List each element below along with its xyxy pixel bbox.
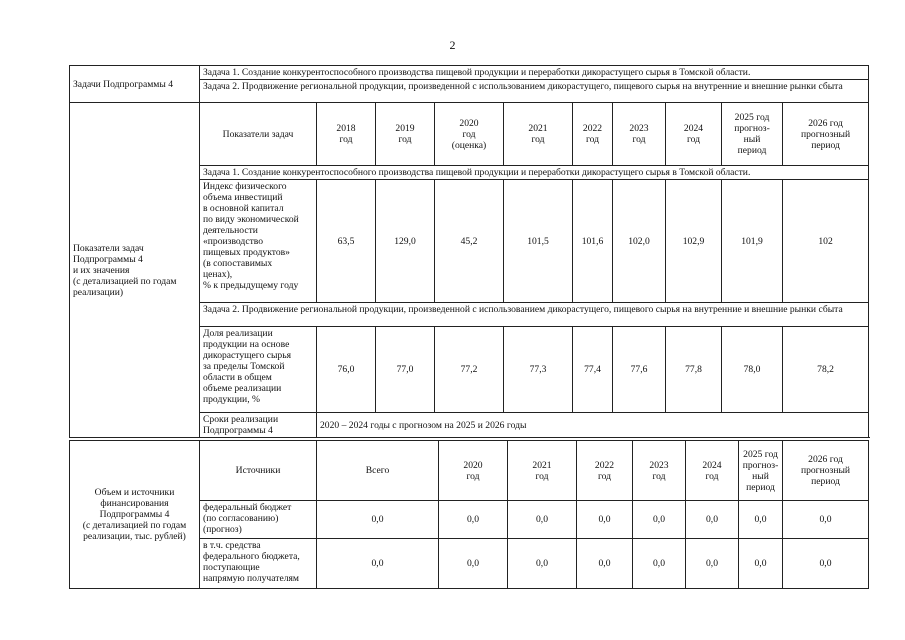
- indicators-header-2018: 2018 год: [317, 103, 376, 166]
- finance-row-federal-name: федеральный бюджет (по согласованию) (прогноз): [200, 501, 317, 539]
- finance-row-direct-value: 0,0: [577, 539, 633, 589]
- indicators-header-2023: 2023 год: [613, 103, 666, 166]
- finance-row-federal-value: 0,0: [317, 501, 439, 539]
- indicators-task-2: Задача 2. Продвижение региональной продукции, произведенной с использованием дикорастущего, пищевого сырья на внутренние и внешние рынки сбыта: [200, 303, 869, 327]
- finance-row-federal-value: 0,0: [686, 501, 739, 539]
- indicator-2-value: 77,8: [666, 327, 722, 413]
- indicator-2-value: 77,2: [435, 327, 504, 413]
- indicator-2-value: 78,0: [722, 327, 783, 413]
- finance-header-2026: 2026 год прогнозный период: [783, 441, 869, 501]
- finance-row-direct-value: 0,0: [633, 539, 686, 589]
- finance-row-federal-value: 0,0: [508, 501, 577, 539]
- indicators-header-name: Показатели задач: [200, 103, 317, 166]
- indicators-header-2019: 2019 год: [376, 103, 435, 166]
- finance-row-federal-value: 0,0: [439, 501, 508, 539]
- finance-row-direct-value: 0,0: [686, 539, 739, 589]
- finance-label: Объем и источники финансирования Подпрограммы 4 (с детализацией по годам реализации, тыс. рублей): [70, 441, 200, 589]
- finance-row-direct-value: 0,0: [317, 539, 439, 589]
- indicator-2-value: 78,2: [783, 327, 869, 413]
- indicator-1-value: 129,0: [376, 180, 435, 303]
- indicator-2-value: 77,0: [376, 327, 435, 413]
- finance-header-2023: 2023 год: [633, 441, 686, 501]
- passport-table: [69, 65, 869, 438]
- sroki-value: 2020 – 2024 годы с прогнозом на 2025 и 2026 годы: [317, 413, 869, 438]
- indicator-1-value: 102,0: [613, 180, 666, 303]
- finance-row-federal-value: 0,0: [633, 501, 686, 539]
- zadachi-task-2: Задача 2. Продвижение региональной продукции, произведенной с использованием дикорастущего, пищевого сырья на внутренние и внешние рынки сбыта: [200, 80, 869, 103]
- finance-header-2020: 2020 год: [439, 441, 508, 501]
- indicator-1-value: 102,9: [666, 180, 722, 303]
- finance-header-2025: 2025 год прогноз- ный период: [739, 441, 783, 501]
- indicators-header-2021: 2021 год: [504, 103, 573, 166]
- indicator-1-value: 102: [783, 180, 869, 303]
- finance-header-total: Всего: [317, 441, 439, 501]
- indicator-1-value: 101,6: [573, 180, 613, 303]
- indicators-header-2026: 2026 год прогнозный период: [783, 103, 869, 166]
- finance-row-federal-value: 0,0: [577, 501, 633, 539]
- finance-header-2024: 2024 год: [686, 441, 739, 501]
- finance-row-direct-value: 0,0: [508, 539, 577, 589]
- finance-header-source: Источники: [200, 441, 317, 501]
- finance-row-direct-value: 0,0: [783, 539, 869, 589]
- indicators-label: Показатели задач Подпрограммы 4 и их значения (с детализацией по годам реализации): [70, 103, 200, 438]
- finance-row-federal-value: 0,0: [783, 501, 869, 539]
- indicator-1-value: 101,5: [504, 180, 573, 303]
- indicator-2-value: 77,4: [573, 327, 613, 413]
- indicator-2-name: Доля реализации продукции на основе дикорастущего сырья за пределы Томской области в общем объеме реализации продукции, %: [200, 327, 317, 413]
- indicators-header-2024: 2024 год: [666, 103, 722, 166]
- zadachi-task-1: Задача 1. Создание конкурентоспособного производства пищевой продукции и переработки дикорастущего сырья в Томской области.: [200, 66, 869, 80]
- indicators-task-1: Задача 1. Создание конкурентоспособного производства пищевой продукции и переработки дикорастущего сырья в Томской области.: [200, 166, 869, 180]
- indicator-1-value: 63,5: [317, 180, 376, 303]
- indicators-header-2020: 2020 год (оценка): [435, 103, 504, 166]
- finance-header-2021: 2021 год: [508, 441, 577, 501]
- indicator-2-value: 76,0: [317, 327, 376, 413]
- finance-row-direct-name: в т.ч. средства федерального бюджета, поступающие напрямую получателям: [200, 539, 317, 589]
- indicator-1-value: 45,2: [435, 180, 504, 303]
- zadachi-label: Задачи Подпрограммы 4: [70, 66, 200, 103]
- indicator-1-name: Индекс физического объема инвестиций в основной капитал по виду экономической деятельности «производство пищевых продуктов» (в сопоставимых ценах), % к предыдущему году: [200, 180, 317, 303]
- indicator-2-value: 77,3: [504, 327, 573, 413]
- finance-row-direct-value: 0,0: [439, 539, 508, 589]
- finance-table: [69, 440, 869, 589]
- finance-row-direct-value: 0,0: [739, 539, 783, 589]
- page-number: 2: [449, 38, 456, 52]
- indicator-1-value: 101,9: [722, 180, 783, 303]
- indicators-header-2025: 2025 год прогноз- ный период: [722, 103, 783, 166]
- finance-header-2022: 2022 год: [577, 441, 633, 501]
- indicator-2-value: 77,6: [613, 327, 666, 413]
- finance-row-federal-value: 0,0: [739, 501, 783, 539]
- indicators-header-2022: 2022 год: [573, 103, 613, 166]
- sroki-label: Сроки реализации Подпрограммы 4: [200, 413, 317, 438]
